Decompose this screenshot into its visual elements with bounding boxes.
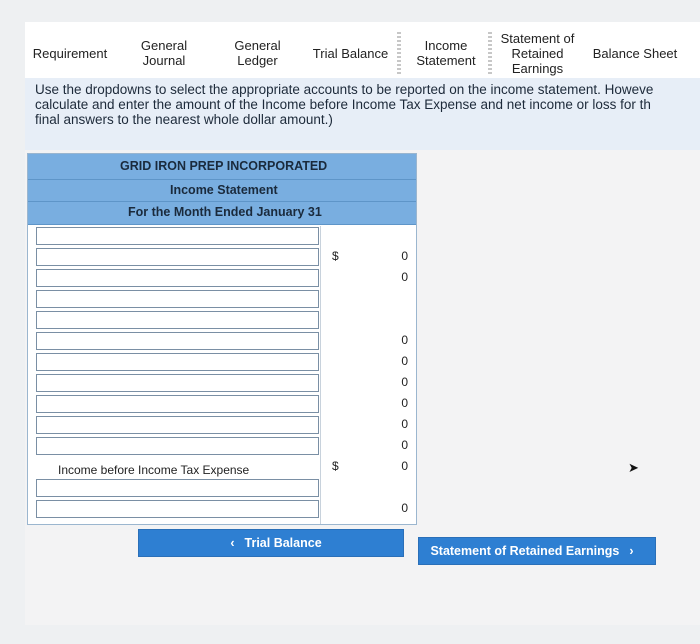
amount-cell[interactable] xyxy=(320,247,416,268)
tab-income-statement[interactable] xyxy=(405,22,487,84)
statement-row xyxy=(28,436,416,457)
tab-label: Requirement xyxy=(32,45,108,61)
statement-row xyxy=(28,415,416,436)
account-dropdown[interactable] xyxy=(36,416,319,434)
tab-requirement[interactable] xyxy=(25,22,115,84)
currency-symbol: $ xyxy=(332,459,339,473)
tab-label: Income Statement xyxy=(416,38,476,68)
subtotal-label: Income before Income Tax Expense xyxy=(58,463,250,477)
account-dropdown[interactable] xyxy=(36,248,319,266)
amount-value: 0 xyxy=(401,375,408,389)
chevron-right-icon: › xyxy=(629,544,634,558)
tab-statement-of-retained-earnings[interactable] xyxy=(495,22,580,84)
amount-cell[interactable] xyxy=(320,373,416,394)
account-dropdown[interactable] xyxy=(36,353,319,371)
tab-general-journal[interactable] xyxy=(125,22,203,84)
prev-trial-balance-button[interactable] xyxy=(138,529,404,557)
tab-balance-sheet[interactable] xyxy=(585,22,685,84)
amount-value: 0 xyxy=(401,354,408,368)
account-dropdown[interactable] xyxy=(36,290,319,308)
next-retained-earnings-button[interactable] xyxy=(418,537,656,565)
account-dropdown[interactable] xyxy=(36,311,319,329)
amount-value: 0 xyxy=(401,501,408,515)
statement-row xyxy=(28,499,416,520)
account-dropdown[interactable] xyxy=(36,437,319,455)
tab-label: Statement of Retained Earnings xyxy=(500,30,575,76)
header-period-row xyxy=(28,202,416,225)
tab-label: Balance Sheet xyxy=(592,45,678,61)
next-button-label: Statement of Retained Earnings xyxy=(430,544,620,558)
statement-row xyxy=(28,247,416,268)
amount-cell[interactable] xyxy=(320,352,416,373)
statement-row xyxy=(28,226,416,247)
amount-cell[interactable] xyxy=(320,415,416,436)
statement-title: Income Statement xyxy=(170,183,278,197)
amount-cell[interactable] xyxy=(320,499,416,520)
amount-value: 0 xyxy=(401,459,408,473)
statement-row xyxy=(28,394,416,415)
amount-value: 0 xyxy=(401,438,408,452)
amount-cell[interactable] xyxy=(320,268,416,289)
amount-cell[interactable] xyxy=(320,436,416,457)
company-name: GRID IRON PREP INCORPORATED xyxy=(120,159,328,173)
tab-label: Trial Balance xyxy=(312,45,389,61)
amount-cell[interactable] xyxy=(320,394,416,415)
account-dropdown[interactable] xyxy=(36,332,319,350)
mouse-cursor-icon: ➤ xyxy=(628,460,639,475)
tab-general-ledger[interactable] xyxy=(220,22,295,84)
instructions-box xyxy=(25,78,700,150)
tab-label: General Journal xyxy=(140,38,188,68)
prev-button-label: Trial Balance xyxy=(244,536,322,550)
tab-separator xyxy=(397,32,401,74)
account-dropdown[interactable] xyxy=(36,227,319,245)
account-dropdown[interactable] xyxy=(36,395,319,413)
account-dropdown[interactable] xyxy=(36,500,319,518)
amount-value: 0 xyxy=(401,396,408,410)
header-title-row xyxy=(28,180,416,202)
statement-period: For the Month Ended January 31 xyxy=(128,205,322,219)
instructions-text: Use the dropdowns to select the appropriate accounts to be reported on the income statement. Howeve calculate and enter the amount of the Income before Income Tax Expense and net income or loss for th final answers to the nearest whole dollar amount.) xyxy=(35,82,654,127)
tab-bar xyxy=(25,22,700,84)
statement-row xyxy=(28,289,416,310)
statement-row xyxy=(28,310,416,331)
statement-row xyxy=(28,331,416,352)
amount-value: 0 xyxy=(401,249,408,263)
amount-value: 0 xyxy=(401,270,408,284)
currency-symbol: $ xyxy=(332,249,339,263)
chevron-left-icon: ‹ xyxy=(230,536,235,550)
tab-trial-balance[interactable] xyxy=(308,22,393,84)
statement-row xyxy=(28,352,416,373)
income-statement-table xyxy=(27,153,417,525)
tab-label: General Ledger xyxy=(234,38,281,68)
account-dropdown[interactable] xyxy=(36,269,319,287)
amount-cell[interactable] xyxy=(320,331,416,352)
statement-row xyxy=(28,478,416,499)
account-dropdown[interactable] xyxy=(36,479,319,497)
tab-separator xyxy=(488,32,492,74)
amount-value: 0 xyxy=(401,417,408,431)
amount-value: 0 xyxy=(401,333,408,347)
statement-row xyxy=(28,268,416,289)
statement-row xyxy=(28,373,416,394)
header-company-row xyxy=(28,154,416,180)
account-dropdown[interactable] xyxy=(36,374,319,392)
